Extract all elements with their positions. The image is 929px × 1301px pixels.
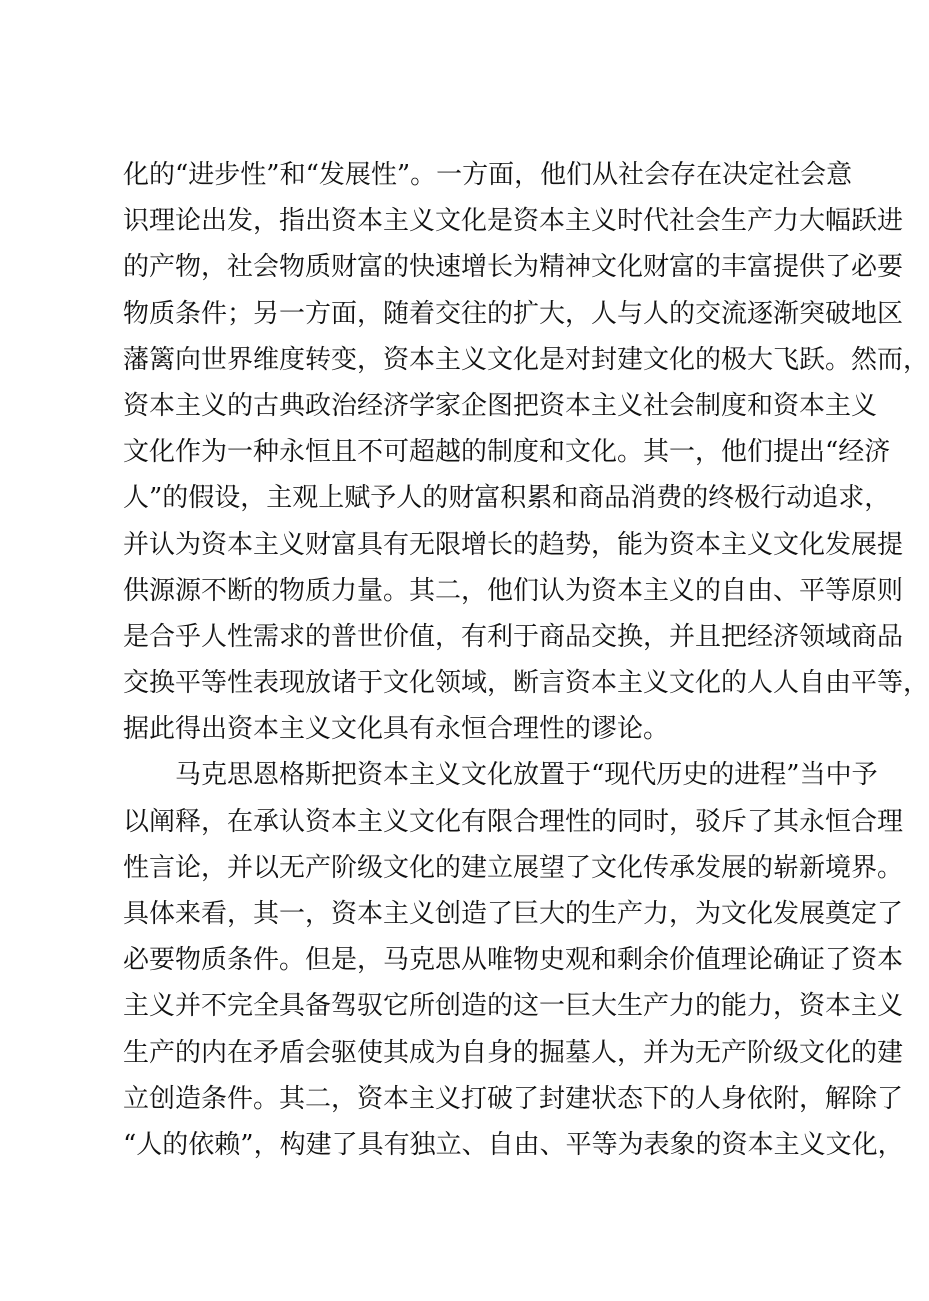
text-line: 马克思恩格斯把资本主义文化放置于“现代历史的进程”当中予 [175, 760, 878, 791]
text-line: 文化作为一种永恒且不可超越的制度和文化。其一，他们提出“经济 [123, 437, 891, 468]
text-line: 交换平等性表现放诸于文化领域，断言资本主义文化的人人自由平等， [123, 668, 929, 699]
text-line: 据此得出资本主义文化具有永恒合理性的谬论。 [123, 714, 670, 745]
text-line: 并认为资本主义财富具有无限增长的趋势，能为资本主义文化发展提 [123, 529, 904, 560]
text-line: 必要物质条件。但是，马克思从唯物史观和剩余价值理论确证了资本 [123, 945, 904, 976]
text-line: 具体来看，其一，资本主义创造了巨大的生产力，为文化发展奠定了 [123, 899, 904, 929]
text-line: 立创造条件。其二，资本主义打破了封建状态下的人身依附，解除了 [123, 1083, 904, 1114]
text-line: 人”的假设，主观上赋予人的财富积累和商品消费的终极行动追求， [123, 483, 891, 514]
text-line: 藩篱向世界维度转变，资本主义文化是对封建文化的极大飞跃。然而， [123, 344, 929, 375]
text-line: 资本主义的古典政治经济学家企图把资本主义社会制度和资本主义 [123, 390, 878, 421]
paragraph-1 [123, 152, 929, 752]
text-line: 以阐释，在承认资本主义文化有限合理性的同时，驳斥了其永恒合理 [123, 806, 904, 837]
text-line: 识理论出发，指出资本主义文化是资本主义时代社会生产力大幅跃进 [123, 206, 904, 237]
text-line: 性言论，并以无产阶级文化的建立展望了文化传承发展的崭新境界。 [123, 852, 904, 883]
text-line: 化的“进步性”和“发展性”。一方面，他们从社会存在决定社会意 [123, 160, 853, 190]
text-line: 物质条件；另一方面，随着交往的扩大，人与人的交流逐渐突破地区 [123, 298, 904, 329]
text-line: 供源源不断的物质力量。其二，他们认为资本主义的自由、平等原则 [123, 575, 904, 606]
text-line: 的产物，社会物质财富的快速增长为精神文化财富的丰富提供了必要 [123, 252, 904, 283]
text-line: “人的依赖”，构建了具有独立、自由、平等为表象的资本主义文化， [123, 1129, 904, 1160]
body-text [123, 152, 929, 1168]
text-line: 是合乎人性需求的普世价值，有利于商品交换，并且把经济领域商品 [123, 621, 904, 652]
text-line: 主义并不完全具备驾驭它所创造的这一巨大生产力的能力，资本主义 [123, 991, 904, 1022]
paragraph-2 [123, 752, 904, 1168]
text-line: 生产的内在矛盾会驱使其成为自身的掘墓人，并为无产阶级文化的建 [123, 1037, 904, 1068]
